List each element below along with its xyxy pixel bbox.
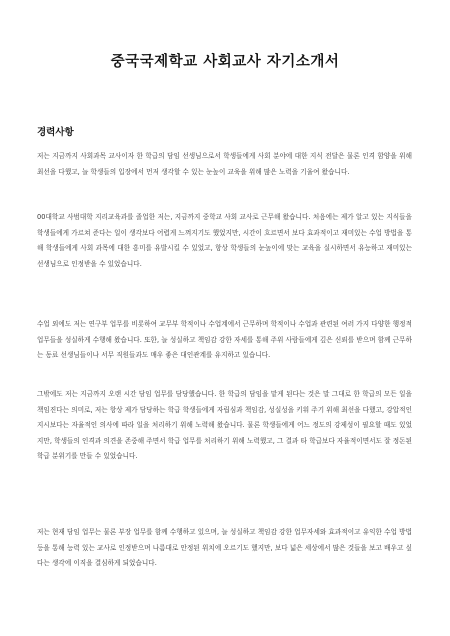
paragraph: 저는 지금까지 사회과목 교사이자 한 학급의 담임 선생님으로서 학생들에게 사회 분야에 대한 지식 전달은 물론 인격 함양을 위해 최선을 다했고, 늘 학생들의 입장에서 먼저 생각할 수 있는 눈높이 교육을 위해 많은 노력을 기울여 왔습니다. <box>37 152 412 176</box>
paragraph: 그밖에도 저는 지금까지 오랜 시간 담임 업무를 담당했습니다. 한 학급의 담임을 맡게 된다는 것은 말 그대로 한 학급의 모든 일을 책임진다는 의미로, 저는 항상 제가 담당하는 학급 학생들에게 자립심과 책임감, 성실성을 키워 주기 위해 최선을 다했고, 강압적인 지시보다는 자율적인 의사에 따라 일을 처리하기 위해 노력해 왔습니다. 물론 학생들에게 어느 정도의 강제성이 필요할 때도 있었지만, 학생들의 인격과 의견을 존중해 주면서 학급 업무를 처리하기 위해 노력했고, 그 결과 타 학급보다 자율적이면서도 잘 정돈된 학급 분위기를 만들 수 있었습니다. <box>37 390 412 460</box>
section-heading: 경력사항 <box>37 127 74 138</box>
document-title: 중국국제학교 사회교사 자기소개서 <box>110 53 340 70</box>
paragraph: 00대학교 사범대학 지리교육과를 졸업한 저는, 지금까지 중학교 사회 교사로 근무해 왔습니다. 처음에는 제가 알고 있는 지식들을 학생들에게 가르쳐 준다는 일이 생각보다 어렵게 느껴지기도 했었지만, 시간이 흐르면서 보다 효과적이고 재미있는 수업 방법을 통해 학생들에게 사회 과목에 대한 흥미를 유발시킬 수 있었고, 항상 학생들의 눈높이에 맞는 교육을 실시하면서 유능하고 재미있는 선생님으로 인정받을 수 있었습니다. <box>37 213 412 268</box>
paragraph: 저는 현재 담임 업무는 물론 부장 업무를 함께 수행하고 있으며, 늘 성실하고 책임감 강한 업무자세와 효과적이고 유익한 수업 방법 등을 통해 능력 있는 교사로 인정받으며 나름대로 안정된 위치에 오르기도 했지만, 보다 넓은 세상에서 많은 것들을 보고 배우고 싶다는 생각에 이직을 결심하게 되었습니다. <box>37 528 412 567</box>
paragraph: 수업 외에도 저는 연구부 업무를 비롯하여 교무부 학적이나 수업계에서 근무하며 학적이나 수업과 관련된 여러 가지 다양한 행정적 업무들을 성실하게 수행해 왔습니다. 또한, 늘 성실하고 책임감 강한 자세를 통해 주위 사람들에게 깊은 신뢰를 받으며 함께 근무하는 동료 선생님들이나 서무 직원들과도 매우 좋은 대인관계를 유지하고 있습니다. <box>37 320 412 359</box>
